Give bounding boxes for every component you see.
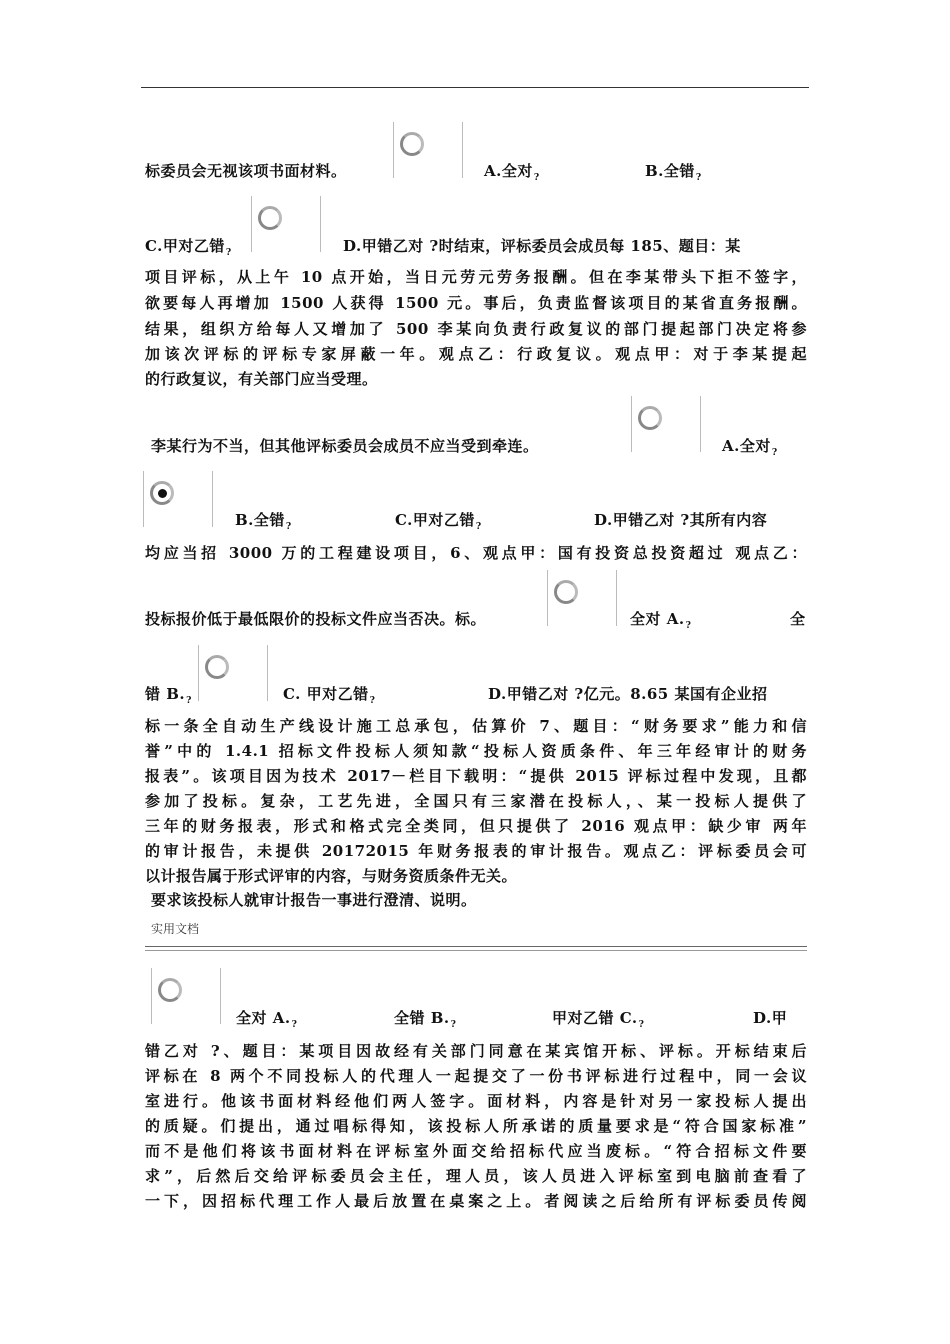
text-line: 评标在 8 两个不同投标人的代理人一起提交了一份书评标进行过程中，同一会议	[145, 1067, 807, 1085]
text-line: 全	[790, 610, 806, 628]
option-a: A.全对$_?$	[722, 437, 778, 458]
radio-option[interactable]	[151, 968, 221, 1024]
text-line: 的质疑。们提出，通过唱标得知，该投标人所承诺的质量要求是“符合国家标准”	[145, 1117, 807, 1135]
option-a: 全对 $A._?$	[236, 1009, 298, 1030]
radio-unchecked-icon	[400, 132, 424, 156]
text-line: 欲要每人再增加 1500 人获得 1500 元。事后，负责监督该项目的某省直务报酬。	[145, 294, 807, 312]
text-line: 报表”。该项目因为技术 2017－栏目下载明：“提供 2015 评标过程中发现，且都	[145, 767, 807, 785]
radio-unchecked-icon	[258, 206, 282, 230]
text-line: 室进行。他该书面材料经他们两人签字。面材料，内容是针对另一家投标人提出	[145, 1092, 807, 1110]
radio-unchecked-icon	[554, 580, 578, 604]
option-c: 甲对乙错 $C._?$	[552, 1009, 645, 1030]
radio-option[interactable]	[198, 645, 268, 701]
text-line: D.甲	[753, 1009, 788, 1027]
option-c: C. 甲对乙错$_?$	[283, 685, 376, 706]
text-line: 参加了投标。复杂，工艺先进，全国只有三家潜在投标人，、某一投标人提供了	[145, 792, 807, 810]
option-a: A.全对$_?$	[484, 162, 540, 183]
option-b: B.全错$_?$	[645, 162, 702, 183]
option-b: B.全错$_?$	[235, 511, 292, 532]
radio-option[interactable]	[251, 196, 321, 252]
page-divider	[145, 946, 807, 951]
text-line: 投标报价低于最低限价的投标文件应当否决。标。	[145, 610, 487, 628]
option-a: 全对 $A._?$	[630, 610, 692, 631]
option-b: 错 $B._?$	[145, 685, 192, 706]
option-b: 全错 $B._?$	[394, 1009, 457, 1030]
radio-option[interactable]	[393, 122, 463, 178]
radio-unchecked-icon	[158, 978, 182, 1002]
radio-unchecked-icon	[638, 406, 662, 430]
text-line: 加该次评标的评标专家屏蔽一年。观点乙：行政复议。观点甲：对于李某提起	[145, 345, 807, 363]
text-line: 的行政复议，有关部门应当受理。	[145, 370, 378, 388]
radio-option-selected[interactable]	[143, 471, 213, 527]
radio-option[interactable]	[631, 396, 701, 452]
text-line: 誉”中的 1.4.1 招标文件投标人须知款“投标人资质条件、年三年经审计的财务	[145, 742, 807, 760]
text-line: 项目评标，从上午 10 点开始，当日元劳元劳务报酬。但在李某带头下拒不签字，	[145, 268, 807, 286]
text-line: 结果，组织方给每人又增加了 500 李某向负责行政复议的部门提起部门决定将参	[145, 320, 807, 338]
text-line: 而不是他们将该书面材料在评标室外面交给招标代应当废标。“符合招标文件要	[145, 1142, 807, 1160]
page-footer: 实用文档	[151, 922, 200, 936]
text-line: 均应当招 3000 万的工程建设项目，6、观点甲：国有投资总投资超过 观点乙：	[145, 544, 807, 562]
radio-unchecked-icon	[205, 655, 229, 679]
text-line: 标一条全自动生产线设计施工总承包，估算价 7、题目：“财务要求”能力和信	[145, 717, 807, 735]
text-line: 错乙对 ?、题目：某项目因故经有关部门同意在某宾馆开标、评标。开标结束后	[145, 1042, 807, 1060]
text-line: 李某行为不当，但其他评标委员会成员不应当受到牵连。	[151, 437, 539, 455]
text-line: 一下，因招标代理工作人最后放置在桌案之上。者阅读之后给所有评标委员传阅	[145, 1192, 807, 1210]
header-rule	[141, 87, 809, 88]
text-line: 标委员会无视该项书面材料。	[145, 162, 347, 180]
option-c: C.甲对乙错$_?$	[395, 511, 482, 532]
text-line: D.甲错乙对 ?其所有内容	[594, 511, 768, 529]
radio-dot-icon	[158, 489, 167, 498]
text-line: 的审计报告，未提供 20172015 年财务报表的审计报告。观点乙：评标委员会可	[145, 842, 807, 860]
option-c: C.甲对乙错$_?$	[145, 237, 232, 258]
text-line: 求”，后然后交给评标委员会主任，理人员，该人员进入评标室到电脑前查看了	[145, 1167, 807, 1185]
text-line: D.甲错乙对 ?时结束，评标委员会成员每 185、题目：某	[343, 237, 741, 255]
text-line: 三年的财务报表，形式和格式完全类同，但只提供了 2016 观点甲：缺少审 两年	[145, 817, 807, 835]
text-line: 要求该投标人就审计报告一事进行澄清、说明。	[151, 891, 477, 909]
text-line: D.甲错乙对 ?亿元。8.65 某国有企业招	[488, 685, 768, 703]
text-line: 以计报告属于形式评审的内容，与财务资质条件无关。	[145, 867, 518, 885]
radio-option[interactable]	[547, 570, 617, 626]
